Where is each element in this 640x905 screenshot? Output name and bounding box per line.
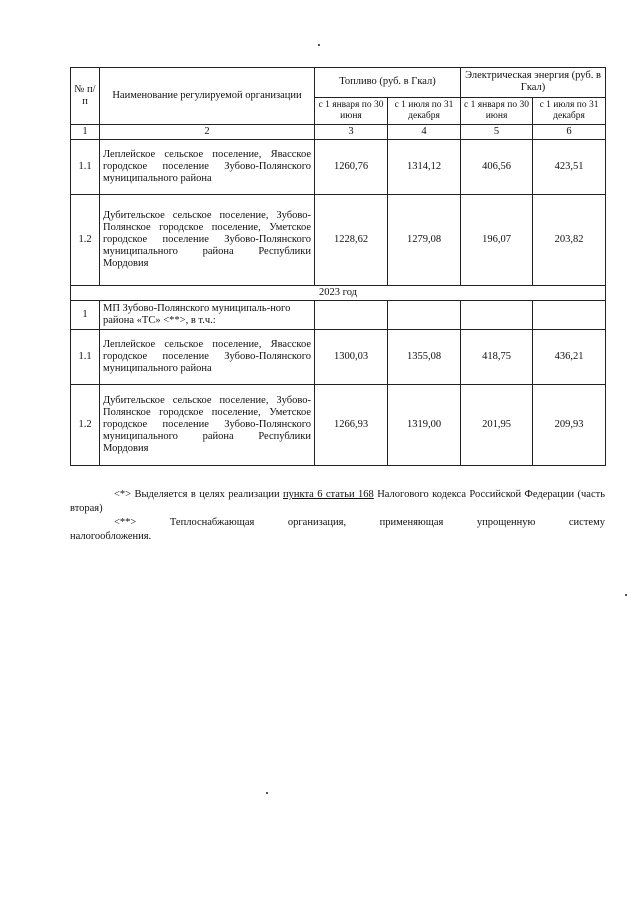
header-org-name: Наименование регулируемой организации — [100, 68, 315, 125]
scan-speck — [266, 792, 268, 794]
power-h2-value: 436,21 — [533, 330, 606, 385]
power-h2-value: 423,51 — [533, 140, 606, 195]
fuel-h1-value: 1266,93 — [315, 385, 388, 466]
column-number-row — [71, 125, 606, 140]
row-org-name: МП Зубово-Полянского муниципаль-ного района «ТС» <**>, в т.ч.: — [100, 301, 315, 330]
table-row — [71, 301, 606, 330]
table-row — [71, 385, 606, 466]
fuel-h1-value: 1260,76 — [315, 140, 388, 195]
fuel-h2-value: 1355,08 — [388, 330, 461, 385]
row-num: 1.2 — [71, 195, 100, 286]
row-org-name: Леплейское сельское поселение, Явасское городское поселение Зубово-Полянского муниципального района — [100, 140, 315, 195]
header-row — [71, 68, 606, 98]
empty-cell — [461, 301, 533, 330]
fuel-h1-value: 1228,62 — [315, 195, 388, 286]
tariff-table — [70, 67, 606, 466]
power-h1-value: 418,75 — [461, 330, 533, 385]
footnote-1 — [70, 488, 605, 516]
row-org-name: Дубительское сельское поселение, Зубово-Полянское городское поселение, Уметское городское поселение Зубово-Полянского муниципального района Республики Мордовия — [100, 195, 315, 286]
row-org-name: Леплейское сельское поселение, Явасское городское поселение Зубово-Полянского муниципального района — [100, 330, 315, 385]
column-number: 5 — [461, 125, 533, 140]
power-h2-value: 209,93 — [533, 385, 606, 466]
fuel-h2-value: 1319,00 — [388, 385, 461, 466]
row-num: 1.1 — [71, 140, 100, 195]
footnote-2-continuation: налогообложения. — [70, 531, 152, 542]
empty-cell — [533, 301, 606, 330]
footnote-text: Налогового кодекса Российской Федерации (часть вторая) — [70, 489, 606, 514]
row-num: 1.2 — [71, 385, 100, 466]
fuel-h2-value: 1314,12 — [388, 140, 461, 195]
empty-cell — [388, 301, 461, 330]
header-num: № п/п — [71, 68, 100, 125]
footnote-2: <**> Теплоснабжающая организация, применяющая упрощенную систему — [114, 517, 605, 528]
header-fuel: Топливо (руб. в Гкал) — [315, 68, 461, 98]
column-number: 4 — [388, 125, 461, 140]
row-num: 1 — [71, 301, 100, 330]
column-number: 3 — [315, 125, 388, 140]
column-number: 2 — [100, 125, 315, 140]
footnote-text: <*> Выделяется в целях реализации — [114, 489, 283, 500]
year-label: 2023 год — [71, 286, 606, 301]
row-org-name: Дубительское сельское поселение, Зубово-Полянское городское поселение, Уметское городское поселение Зубово-Полянского муниципального района Республики Мордовия — [100, 385, 315, 466]
row-num: 1.1 — [71, 330, 100, 385]
fuel-h2-value: 1279,08 — [388, 195, 461, 286]
column-number: 6 — [533, 125, 606, 140]
table-row — [71, 330, 606, 385]
scan-speck — [625, 594, 627, 596]
header-period-2: с 1 июля по 31 декабря — [388, 97, 461, 124]
power-h2-value: 203,82 — [533, 195, 606, 286]
table-row — [71, 195, 606, 286]
footnotes — [70, 488, 605, 544]
power-h1-value: 406,56 — [461, 140, 533, 195]
year-row — [71, 286, 606, 301]
column-number: 1 — [71, 125, 100, 140]
header-power: Электрическая энергия (руб. в Гкал) — [461, 68, 606, 98]
header-period-2: с 1 июля по 31 декабря — [533, 97, 606, 124]
power-h1-value: 201,95 — [461, 385, 533, 466]
table-row — [71, 140, 606, 195]
empty-cell — [315, 301, 388, 330]
tax-code-link[interactable]: пункта 6 статьи 168 — [283, 489, 374, 500]
header-period-1: с 1 января по 30 июня — [315, 97, 388, 124]
scan-speck — [318, 44, 320, 46]
fuel-h1-value: 1300,03 — [315, 330, 388, 385]
header-period-1: с 1 января по 30 июня — [461, 97, 533, 124]
power-h1-value: 196,07 — [461, 195, 533, 286]
